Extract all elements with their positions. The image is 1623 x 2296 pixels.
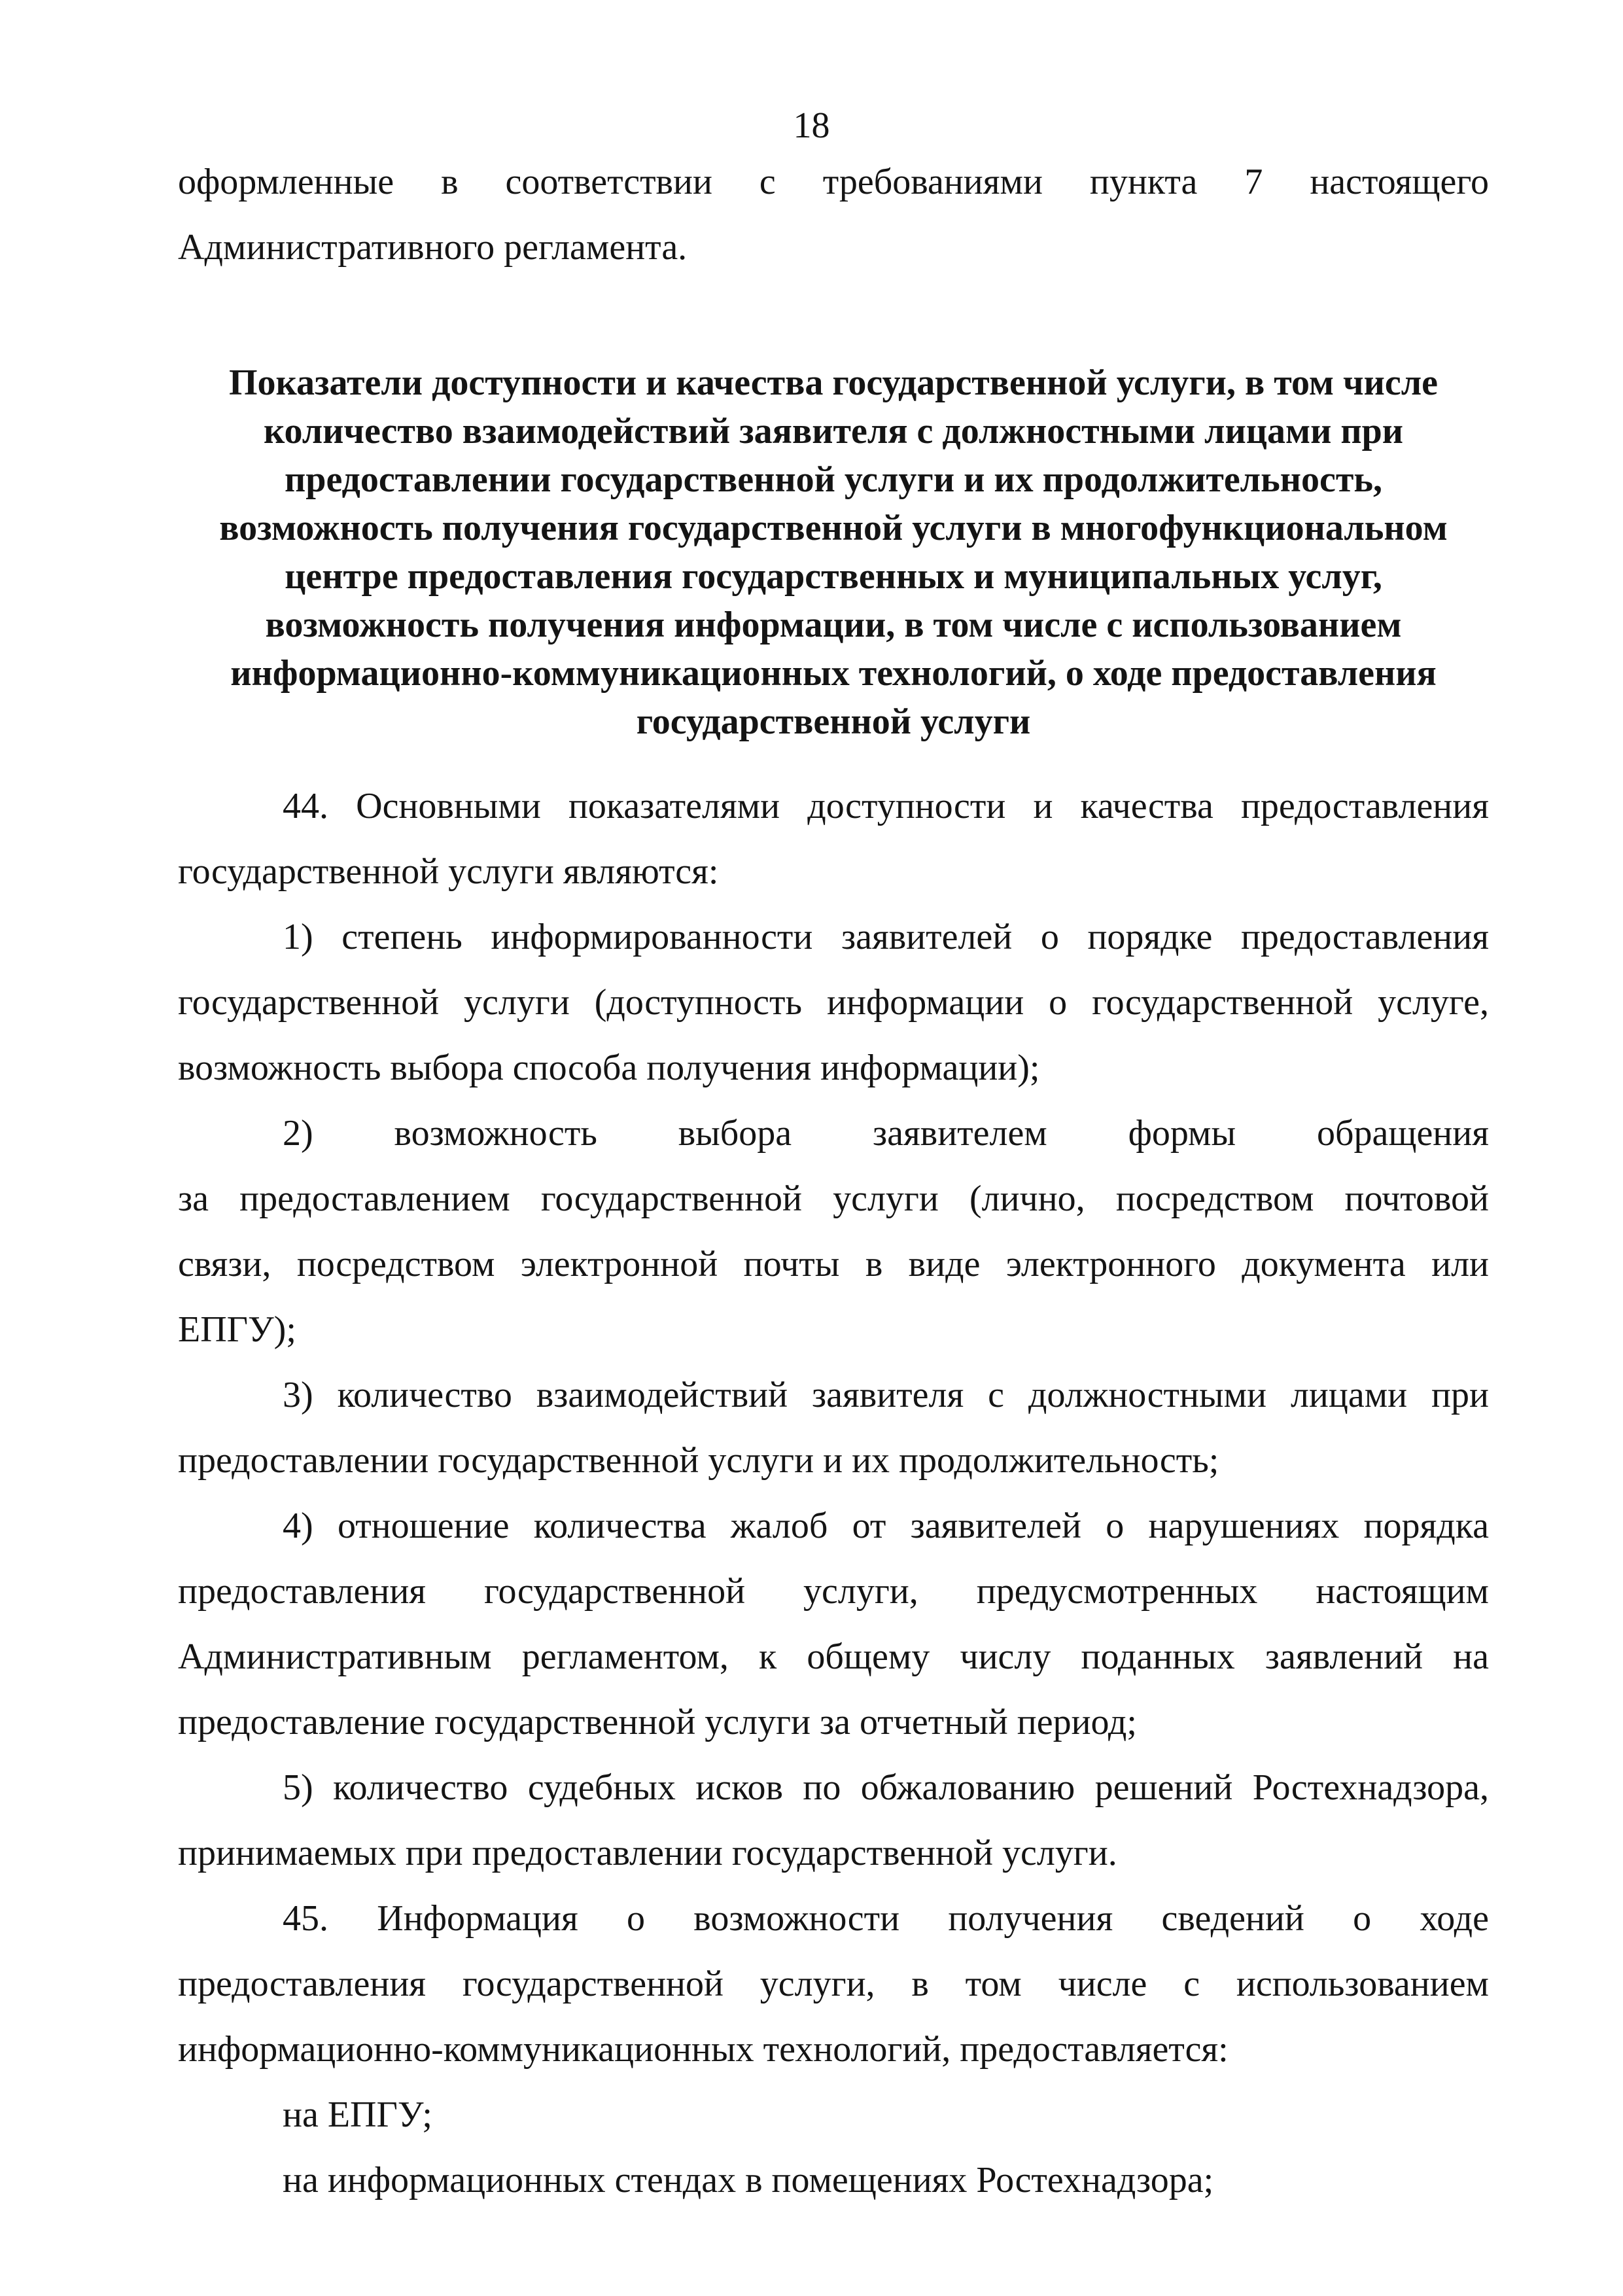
section-heading <box>178 359 1489 746</box>
list-item-4 <box>178 1493 1489 1755</box>
heading-line: центре предоставления государственных и муниципальных услуг, <box>285 556 1382 597</box>
item-2-line-3: связи, посредством электронной почты в виде электронного документа или <box>178 1244 1489 1284</box>
item-5-line-1: 5) количество судебных исков по обжалованию решений Ростехнадзора, <box>283 1767 1489 1808</box>
paragraph-44-line-1: 44. Основными показателями доступности и качества предоставления <box>283 786 1489 826</box>
heading-line: количество взаимодействий заявителя с должностными лицами при <box>263 411 1404 451</box>
paragraph-45-line-1: 45. Информация о возможности получения сведений о ходе <box>283 1898 1489 1939</box>
item-4-line-1: 4) отношение количества жалоб от заявителей о нарушениях порядка <box>283 1506 1489 1546</box>
list-item-3 <box>178 1362 1489 1493</box>
item-4-line-2: предоставления государственной услуги, предусмотренных настоящим <box>178 1571 1489 1612</box>
page-number: 18 <box>793 105 830 146</box>
heading-line: государственной услуги <box>636 701 1031 742</box>
intro-line-1: оформленные в соответствии с требованиями пункта 7 настоящего <box>178 162 1489 202</box>
item-3-line-2: предоставлении государственной услуги и их продолжительность; <box>178 1440 1219 1481</box>
item-4-line-3: Административным регламентом, к общему числу поданных заявлений на <box>178 1636 1489 1677</box>
paragraph-45-line-3: информационно-коммуникационных технологий, предоставляется: <box>178 2029 1229 2070</box>
heading-line: возможность получения информации, в том числе с использованием <box>265 605 1402 645</box>
heading-line: Показатели доступности и качества государственной услуги, в том числе <box>228 362 1439 403</box>
heading-line: информационно-коммуникационных технологий, о ходе предоставления <box>230 653 1437 694</box>
item-3-line-1: 3) количество взаимодействий заявителя с должностными лицами при <box>283 1375 1489 1415</box>
item-4-line-4: предоставление государственной услуги за отчетный период; <box>178 1702 1137 1742</box>
paragraph-44-line-2: государственной услуги являются: <box>178 851 719 892</box>
item-2-line-1: 2) возможность выбора заявителем формы обращения <box>283 1113 1489 1154</box>
intro-paragraph <box>178 149 1489 280</box>
item-2-line-4: ЕПГУ); <box>178 1309 296 1350</box>
item-1-line-2: государственной услуги (доступность информации о государственной услуге, <box>178 982 1489 1023</box>
heading-line: возможность получения государственной услуги в многофункциональном <box>219 508 1448 548</box>
heading-line: предоставлении государственной услуги и их продолжительность, <box>285 459 1382 500</box>
item-5-line-2: принимаемых при предоставлении государственной услуги. <box>178 1833 1117 1873</box>
paragraph-45 <box>178 1886 1489 2213</box>
list-item-5 <box>178 1755 1489 1886</box>
paragraph-45-line-4: на ЕПГУ; <box>283 2094 432 2135</box>
item-1-line-1: 1) степень информированности заявителей о порядке предоставления <box>283 917 1489 957</box>
list-item-2 <box>178 1101 1489 1362</box>
body-text <box>178 773 1489 2213</box>
paragraph-45-line-2: предоставления государственной услуги, в том числе с использованием <box>178 1964 1489 2004</box>
item-2-line-2: за предоставлением государственной услуги (лично, посредством почтовой <box>178 1178 1489 1219</box>
intro-line-2: Административного регламента. <box>178 227 688 268</box>
paragraph-45-line-5: на информационных стендах в помещениях Ростехнадзора; <box>283 2160 1214 2200</box>
item-1-line-3: возможность выбора способа получения информации); <box>178 1048 1040 1088</box>
paragraph-44 <box>178 773 1489 904</box>
list-item-1 <box>178 904 1489 1101</box>
